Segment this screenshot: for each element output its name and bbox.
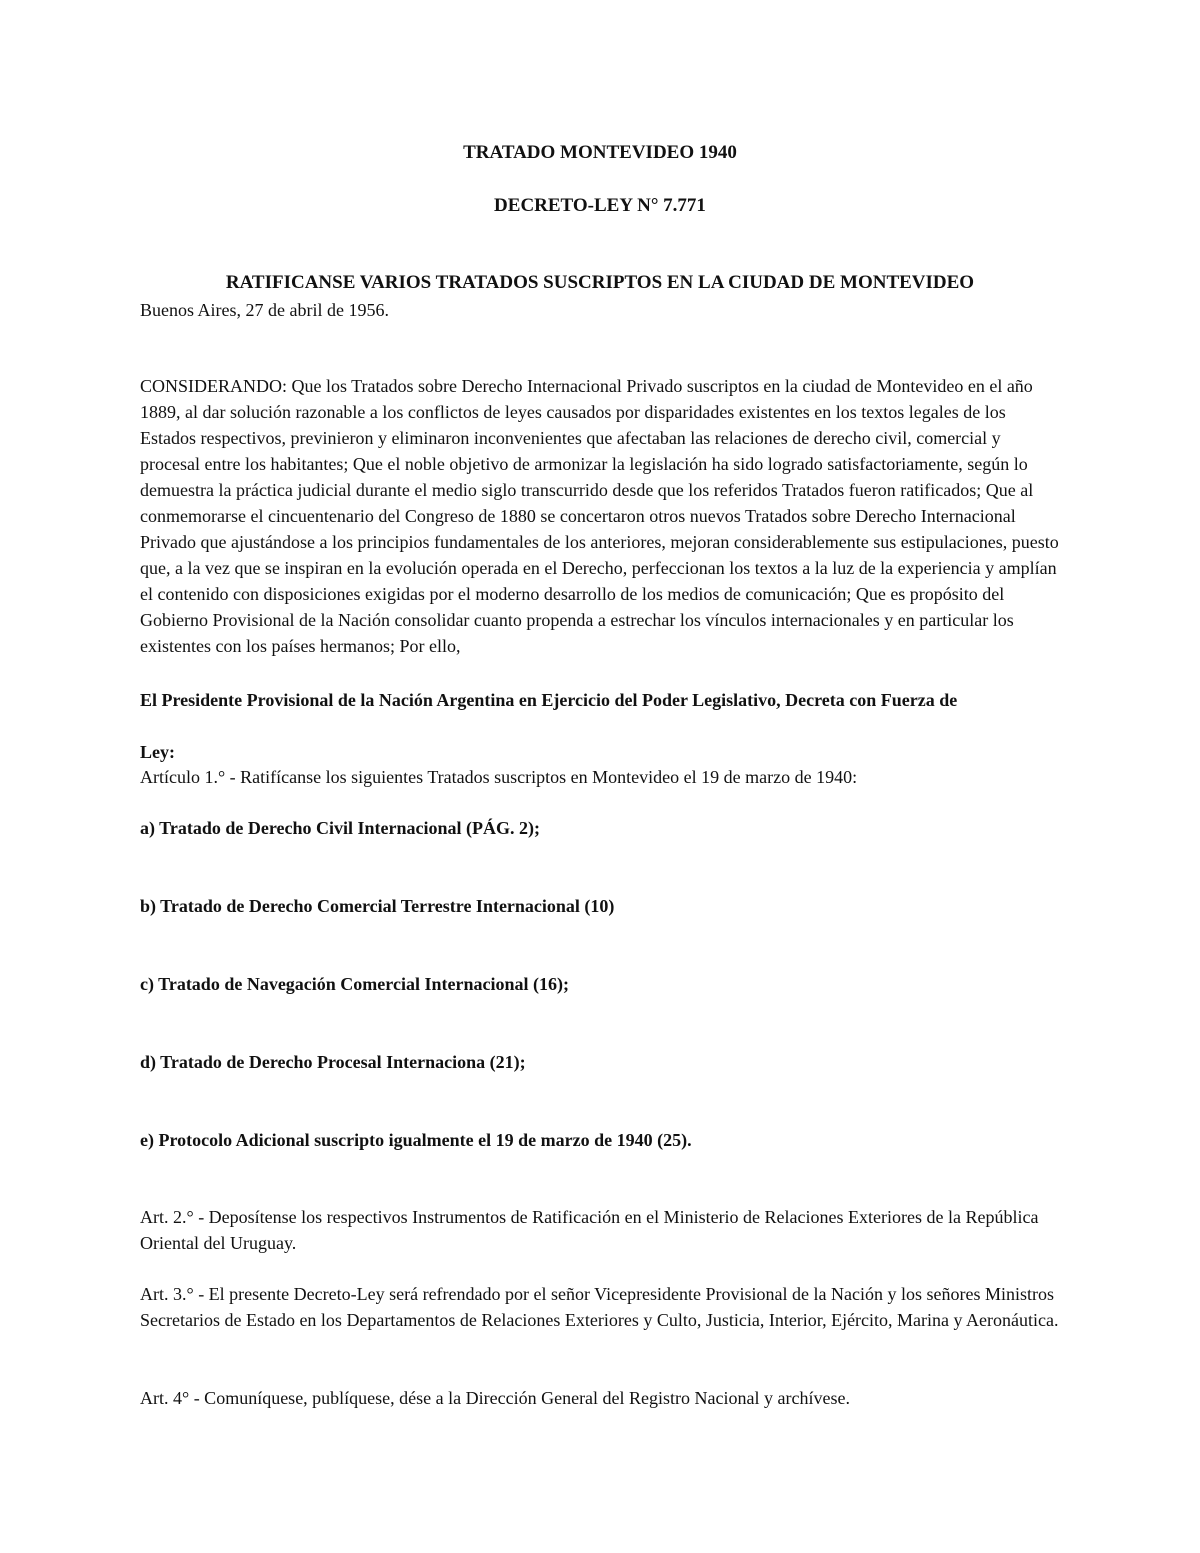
article-4: Art. 4° - Comuníquese, publíquese, dése a la Dirección General del Registro Nacional y archívese. [140,1388,850,1408]
article-2: Art. 2.° - Deposítense los respectivos Instrumentos de Ratificación en el Ministerio de Relaciones Exteriores de la República Oriental del Uruguay. [140,1207,1039,1253]
document-heading: RATIFICANSE VARIOS TRATADOS SUSCRIPTOS EN LA CIUDAD DE MONTEVIDEO [225,272,975,293]
considerando-paragraph: CONSIDERANDO: Que los Tratados sobre Derecho Internacional Privado suscriptos en la ciudad de Montevideo en el año 1889, al dar solución razonable a los conflictos de leyes causados por disparidades existentes en los textos legales de los Estados respectivos, previnieron y eliminaron inconvenientes que afectaban las relaciones de derecho civil, comercial y procesal entre los habitantes; Que el noble objetivo de armonizar la legislación ha sido logrado satisfactoriamente, según lo demuestra la práctica judicial durante el medio siglo transcurrido desde que los referidos Tratados fueron ratificados; Que al conmemorarse el cincuentenario del Congreso de 1880 se concertaron otros nuevos Tratados sobre Derecho Internacional Privado que ajustándose a los principios fundamentales de los anteriores, mejoran considerablemente sus estipulaciones, puesto que, a la vez que se inspiran en la evolución operada en el Derecho, perfeccionan los textos a la luz de la experiencia y amplían el contenido con disposiciones exigidas por el moderno desarrollo de los medios de comunicación; Que es propósito del Gobierno Provisional de la Nación consolidar cuanto propenda a estrechar los vínculos internacionales y en particular los existentes con los países hermanos; Por ello, [140,376,1059,656]
treaty-item-e: e) Protocolo Adicional suscripto igualmente el 19 de marzo de 1940 (25). [140,1130,692,1150]
treaty-item-b: b) Tratado de Derecho Comercial Terrestre Internacional (10) [140,896,615,916]
treaty-item-a: a) Tratado de Derecho Civil Internacional (PÁG. 2); [140,818,540,838]
treaty-item-c: c) Tratado de Navegación Comercial Internacional (16); [140,974,569,994]
decreta-line: El Presidente Provisional de la Nación Argentina en Ejercicio del Poder Legislativo, Decreta con Fuerza de [140,690,958,710]
place-date: Buenos Aires, 27 de abril de 1956. [140,300,389,320]
article-3: Art. 3.° - El presente Decreto-Ley será refrendado por el señor Vicepresidente Provisional de la Nación y los señores Ministros Secretarios de Estado en los Departamentos de Relaciones Exteriores y Culto, Justicia, Interior, Ejército, Marina y Aeronáutica. [140,1284,1059,1330]
document-title: TRATADO MONTEVIDEO 1940 [463,142,737,163]
ley-label: Ley: [140,742,175,762]
decree-number: DECRETO-LEY N° 7.771 [494,195,706,216]
article-1: Artículo 1.° - Ratifícanse los siguientes Tratados suscriptos en Montevideo el 19 de marzo de 1940: [140,767,858,787]
treaty-item-d: d) Tratado de Derecho Procesal Internaciona (21); [140,1052,526,1072]
